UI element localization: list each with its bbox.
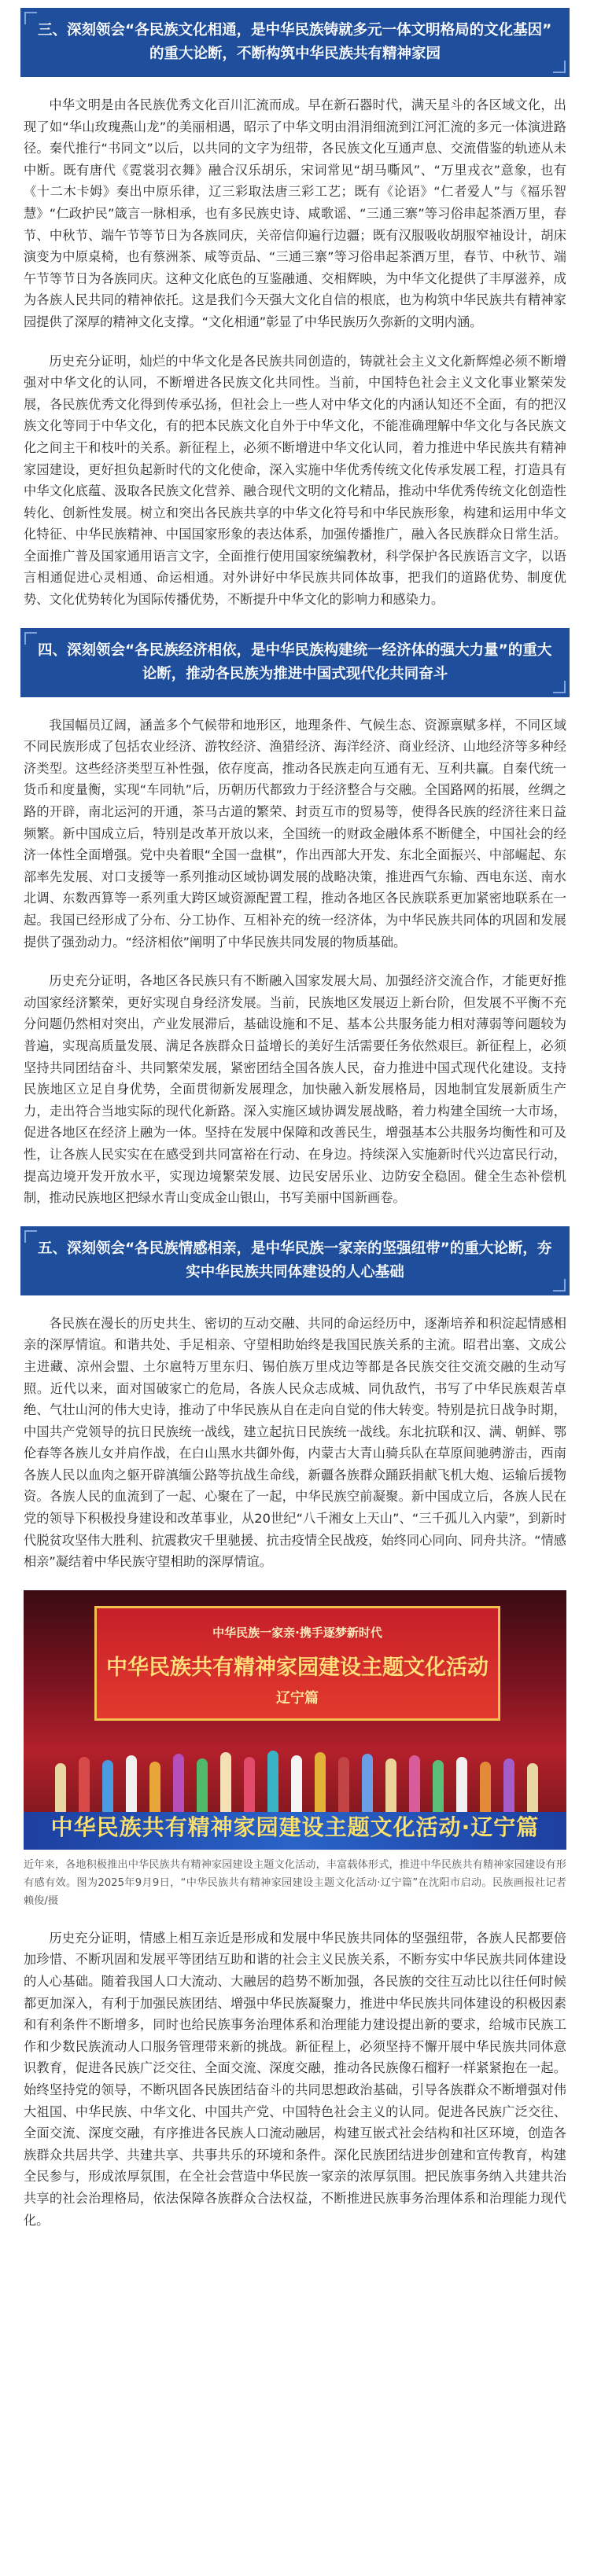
section-4-title-line1: 四、深刻领会“各民族经济相依，是中华民族构建统一经济体的强大力量”的重大 bbox=[38, 641, 552, 659]
performer-figure bbox=[409, 1755, 420, 1818]
section-4-banner bbox=[20, 628, 570, 697]
section-3-banner bbox=[20, 8, 570, 77]
performer-figure bbox=[362, 1754, 373, 1818]
performer-figure bbox=[244, 1757, 255, 1818]
banner-corner-decoration bbox=[553, 681, 566, 693]
screen-subtitle: 辽宁篇 bbox=[276, 1689, 319, 1707]
screen-event-title: 中华民族共有精神家园建设主题文化活动 bbox=[106, 1655, 489, 1680]
performer-figure bbox=[456, 1757, 467, 1818]
screen-slogan: 中华民族一家亲·携手逐梦新时代 bbox=[212, 1625, 382, 1640]
performer-figure bbox=[126, 1755, 137, 1818]
section-5-title-line2: 实中华民族共同体建设的人心基础 bbox=[186, 1263, 404, 1281]
performer-figure bbox=[267, 1751, 278, 1818]
section-3-paragraph: 中华文明是由各民族优秀文化百川汇流而成。早在新石器时代，满天星斗的各区域文化，出现了如“华山玫瑰燕山龙”的美丽相遇，昭示了中华文明由涓涓细流到江河汇流的多元一体演进路径。秦代推行“书同文”以后，以共同的文字为纽带，各民族文化互通声息、交流借鉴的轨迹从未中断。既有唐代《霓裳羽衣舞》融合汉乐胡乐，宋词常见“胡马嘶风”、“万里戎衣”意象，也有《十二木卡姆》奏出中原乐律，辽三彩取法唐三彩工艺；既有《论语》“仁者爱人”与《福乐智慧》“仁政护民”箴言一脉相承，也有多民族史诗、咸歌谣、“三通三寨”等习俗串起茶酒万里，春节、中秋节、端午节等节日为各族同庆，关帝信仰遍行边疆；既有汉服吸收胡服窄袖设计，胡床演变为中原桌椅，也有蔡洲茶、咸等贡品、“三通三寨”等习俗串起茶酒万里，春节、中秋节、端午节等节日为各族同庆。这种文化底色的互鉴融通、交相辉映，为中华文化提供了丰厚滋养，成为各族人民共同的精神依托。这是我们今天强大文化自信的根底，也为构筑中华民族共有精神家园提供了深厚的精神文化支撑。“文化相通”彰显了中华民族历久弥新的文明内涵。 bbox=[24, 97, 566, 329]
event-photo bbox=[24, 1590, 566, 1850]
stage-led-screen bbox=[94, 1606, 500, 1721]
section-3-title-line1: 三、深刻领会“各民族文化相通，是中华民族铸就多元一体文明格局的文化基因” bbox=[38, 22, 552, 39]
performer-figure bbox=[102, 1760, 113, 1818]
banner-corner-decoration bbox=[24, 12, 37, 24]
section-3-title-line2: 的重大论断，不断构筑中华民族共有精神家园 bbox=[149, 46, 441, 62]
performers-group bbox=[24, 1724, 566, 1818]
performer-figure bbox=[291, 1755, 302, 1818]
performer-figure bbox=[338, 1757, 349, 1818]
performer-figure bbox=[197, 1758, 208, 1818]
performer-figure bbox=[503, 1758, 514, 1818]
banner-corner-decoration bbox=[553, 1279, 566, 1292]
section-4-title-line2: 论断，推动各民族为推进中国式现代化共同奋斗 bbox=[142, 665, 448, 682]
performer-figure bbox=[173, 1754, 184, 1818]
banner-corner-decoration bbox=[553, 61, 566, 73]
section-5-banner bbox=[20, 1226, 570, 1295]
stage-floor-text: 中华民族共有精神家园建设主题文化活动·辽宁篇 bbox=[50, 1813, 540, 1840]
section-5-paragraph: 历史充分证明，情感上相互亲近是形成和发展中华民族共同体的坚强纽带，各族人民都要倍加珍惜、不断巩固和发展平等团结互助和谐的社会主义民族关系，不断夯实中华民族共同体建设的人心基础。随着我国人口大流动、大融居的趋势不断加强，各民族的交往互动比以往任何时候都更加深入，有利于加强民族团结、增强中华民族凝聚力，推进中华民族共同体建设的积极因素和有利条件不断增多，同时也给民族事务治理体系和治理能力建设提出新的要求，给城市民族工作和少数民族流动人口服务管理带来新的挑战。新征程上，必须坚持不懈开展中华民族共同体意识教育，促进各民族广泛交往、全面交流、深度交融，推动各民族像石榴籽一样紧紧抱在一起。始终坚持党的领导，不断巩固各民族团结奋斗的共同思想政治基础，引导各族群众不断增强对伟大祖国、中华民族、中华文化、中国共产党、中国特色社会主义的认同。促进各民族广泛交往、全面交流、深度交融，有序推进各民族人口流动融居，构建互嵌式社会结构和社区环境，创造各族群众共居共学、共建共享、共事共乐的环境和条件。深化民族团结进步创建和宣传教育，构建全民参与，形成浓厚氛围，在全社会营造中华民族一家亲的浓厚氛围。把民族事务纳入共建共治共享的社会治理格局，依法保障各族群众合法权益，不断推进民族事务治理体系和治理能力现代化。 bbox=[24, 1930, 566, 2228]
photo-caption: 近年来，各地积极推出中华民族共有精神家园建设主题文化活动，丰富载体形式，推进中华民族共有精神家园建设有形有感有效。图为2025年9月9日，“中华民族共有精神家园建设主题文化活动·辽宁篇”在沈阳市启动。民族画报社记者 赖俊/摄 bbox=[24, 1858, 566, 1907]
performer-figure bbox=[385, 1758, 396, 1818]
section-4-paragraph: 我国幅员辽阔，涵盖多个气候带和地形区，地理条件、气候生态、资源禀赋多样，不同区域不同民族形成了包括农业经济、游牧经济、渔猎经济、海洋经济、商业经济、山地经济等多种经济类型。这些经济类型互补性强，依存度高，推动各民族走向互通有无、互利共赢。自秦代统一货币和度量衡，实现“车同轨”后，历朝历代都致力于经济整合与交融。全国路网的拓展，丝绸之路的开辟，南北运河的开通，茶马古道的繁荣、封贡互市的贸易等，使得各民族的经济往来日益频繁。新中国成立后，特别是改革开放以来，全国统一的财政金融体系不断健全，中国社会的经济一体性全面增强。党中央着眼“全国一盘棋”，作出西部大开发、东北全面振兴、中部崛起、东部率先发展、对口支援等一系列推动区域协调发展的战略决策，推进西气东输、西电东送、南水北调、东数西算等一系列重大跨区域资源配置工程，推动各地区各民族联系更加紧密地联系在一起。我国已经形成了分布、分工协作、互相补充的统一经济体，为中华民族共同体的巩固和发展提供了强劲动力。“经济相依”阐明了中华民族共同发展的物质基础。 bbox=[24, 717, 566, 950]
performer-figure bbox=[433, 1760, 444, 1818]
section-5-title-line1: 五、深刻领会“各民族情感相亲，是中华民族一家亲的坚强纽带”的重大论断，夯 bbox=[38, 1240, 552, 1257]
performer-figure bbox=[315, 1752, 326, 1818]
banner-corner-decoration bbox=[24, 1230, 37, 1243]
performer-figure bbox=[220, 1752, 231, 1818]
section-3-paragraph: 历史充分证明，灿烂的中华文化是各民族共同创造的，铸就社会主义文化新辉煌必须不断增强对中华文化的认同，不断增进各民族文化共同性。当前，中国特色社会主义文化事业繁荣发展，各民族优秀文化得到传承弘扬，但社会上一些人对中华文化的内涵认知还不全面，有的把汉族文化等同于中华文化，有的把本民族文化自外于中华文化，不能准确理解中华文化与各民族文化之间主干和枝叶的关系。新征程上，必须不断增进中华文化认同，着力推进中华民族共有精神家园建设，更好担负起新时代的文化使命，深入实施中华优秀传统文化传承发展工程，打造具有中华文化底蕴、汲取各民族文化营养、融合现代文明的文化精品，推动中华优秀传统文化创造性转化、创新性发展。树立和突出各民族共享的中华文化符号和中华民族形象，构建和运用中华文化特征、中华民族精神、中国国家形象的表达体系，加强传播推广，融入各民族群众日常生活。全面推广普及国家通用语言文字，全面推行使用国家统编教材，科学保护各民族语言文字，以语言相通促进心灵相通、命运相通。对外讲好中华民族共同体故事，把我们的道路优势、制度优势、文化优势转化为国际传播优势，不断提升中华文化的影响力和感染力。 bbox=[24, 353, 566, 608]
section-5-paragraph: 各民族在漫长的历史共生、密切的互动交融、共同的命运经历中，逐渐培养和积淀起情感相亲的深厚情谊。和谐共处、手足相亲、守望相助始终是我国民族关系的主流。昭君出塞、文成公主进藏、凉州会盟、土尔扈特万里东归、锡伯族万里戍边等都是各民族交往交流交融的生动写照。近代以来，面对国破家亡的危局，各族人民众志成城、同仇敌忾，书写了中华民族艰苦卓绝、气壮山河的伟大史诗，推动了中华民族从自在走向自觉的伟大转变。特别是抗日战争时期，中国共产党领导的抗日民族统一战线，建立起抗日民族统一战线。东北抗联和汉、满、朝鲜、鄂伦春等各族儿女并肩作战，在白山黑水共御外侮，内蒙古大青山骑兵队在草原间驰骋游击，西南各族人民以血肉之躯开辟滇缅公路等抗战生命线，新疆各族群众踊跃捐献飞机大炮、运输后援物资。各族人民的血流到了一起、心聚在了一起，中华民族空前凝聚。新中国成立后，各族人民在党的领导下积极投身建设和改革事业，从20世纪“八千湘女上天山”、“三千孤儿入内蒙”，到新时代脱贫攻坚伟大胜利、抗震救灾千里驰援、抗击疫情全民战疫，始终同心同向、同舟共济。“情感相亲”凝结着中华民族守望相助的深厚情谊。 bbox=[24, 1315, 566, 1570]
banner-corner-decoration bbox=[24, 632, 37, 645]
performer-figure bbox=[79, 1757, 90, 1818]
section-4-paragraph: 历史充分证明，各地区各民族只有不断融入国家发展大局、加强经济交流合作，才能更好推动国家经济繁荣，更好实现自身经济发展。当前，民族地区发展迈上新台阶，但发展不平衡不充分问题仍然相对突出，产业发展滞后，基础设施和不足、基本公共服务能力相对薄弱等问题较为普遍，实现高质量发展、满足各族群众日益增长的美好生活需要任务依然艰巨。新征程上，必须坚持共同团结奋斗、共同繁荣发展，紧密团结全国各族人民，奋力推进中国式现代化建设。支持民族地区立足自身优势，全面贯彻新发展理念，加快融入新发展格局，因地制宜发展新质生产力，走出符合当地实际的现代化新路。深入实施区域协调发展战略，着力构建全国统一大市场，促进各地区在经济上融为一体。坚持在发展中保障和改善民生，增强基本公共服务均衡性和可及性，让各族人民实实在在感受到共同富裕在行动、在身边。持续深入实施新时代兴边富民行动，提高边境开发开放水平，实现边境繁荣发展、边民安居乐业、边防安全稳固。健全生态补偿机制，推动民族地区把绿水青山变成金山银山，书写美丽中国新画卷。 bbox=[24, 973, 566, 1206]
